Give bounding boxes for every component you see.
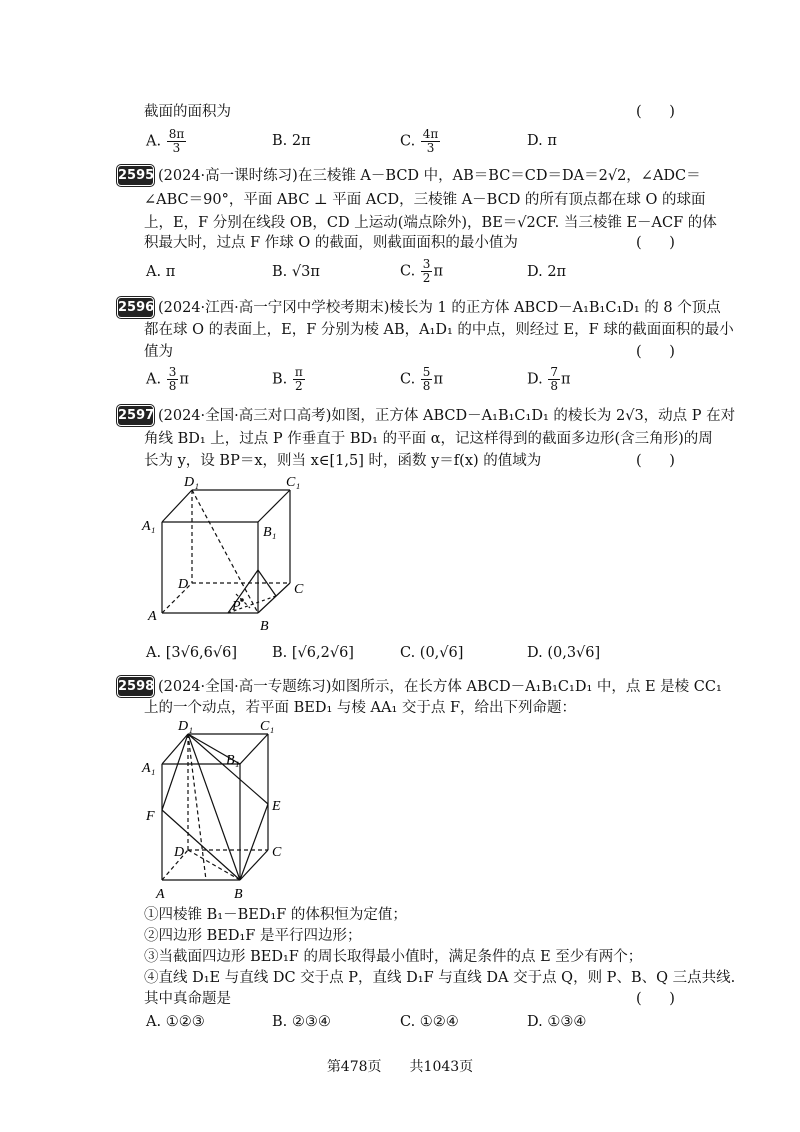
question-text-line: (2024·江西·高一宁冈中学校考期末)棱长为 1 的正方体 ABCD－A₁B₁C₁D₁ 的 8 个顶点 [158,300,721,316]
question-text-line: 值为 [144,344,173,360]
edge-a1d1 [162,490,192,522]
label-a1: A₁ [142,761,156,776]
option-d: D. 2π [527,264,567,280]
point-p [240,598,244,602]
page-footer: 第478页 共1043页 [326,1059,474,1075]
section-edge [258,570,276,596]
label-a1: A₁ [142,519,156,534]
answer-bracket: ( ) [636,104,675,120]
segment-eb [240,804,268,880]
question-text-line: 其中真命题是 [144,991,231,1007]
option-d: D. ①③④ [527,1014,587,1030]
label-d: D [178,577,189,592]
label-f: F [146,809,155,824]
question-number-badge: 2597 [118,408,155,423]
answer-bracket: ( ) [636,991,675,1007]
option-a: A. $\frac{3}{8}$ π [146,365,189,393]
question-text-line: 上的一个动点，若平面 BED₁ 与棱 AA₁ 交于点 F，给出下列命题： [144,700,577,716]
label-c1: C₁ [286,475,301,490]
label-d: D [174,845,185,860]
label-b: B [260,619,269,634]
label-a: A [148,609,157,624]
question-text-line: 积最大时，过点 F 作球 O 的截面，则截面面积的最小值为 [144,235,518,251]
question-text-line: 角线 BD₁ 上，过点 P 作垂直于 BD₁ 的平面 α，记这样得到的截面多边形(含三角形)的周 [144,431,713,447]
answer-bracket: ( ) [636,453,675,469]
proposition-2: ②四边形 BED₁F 是平行四边形； [144,928,362,944]
answer-bracket: ( ) [636,344,675,360]
proposition-4: ④直线 D₁E 与直线 DC 交于点 P，直线 D₁F 与直线 DA 交于点 Q，则 P、B、Q 三点共线. [144,970,736,986]
answer-bracket: ( ) [636,235,675,251]
option-c: C. $\frac{4\pi}{3}$ [400,127,439,155]
segment-db-hidden [188,850,240,880]
question-text-line: 截面的面积为 [144,104,231,120]
label-b1: B₁ [263,525,277,540]
option-a: A. [3√6,6√6] [146,645,238,661]
edge-bc [258,583,290,613]
question-text-line: (2024·全国·高三对口高考)如图，正方体 ABCD－A₁B₁C₁D₁ 的棱长为 2√3，动点 P 在对 [158,408,736,424]
label-c: C [272,845,282,860]
label-c: C [294,582,304,597]
option-c: C. $\frac{3}{2}$ π [400,257,443,285]
cube-figure-2597 [136,468,316,638]
question-text-line: (2024·全国·高一专题练习)如图所示，在长方体 ABCD－A₁B₁C₁D₁ 中，点 E 是棱 CC₁ [158,679,722,695]
option-a: A. $\frac{8\pi}{3}$ [146,127,185,155]
question-number-badge: 2596 [118,300,155,315]
option-b: B. √3π [272,264,320,280]
question-text-line: ∠ABC＝90°，平面 ABC ⊥ 平面 ACD，三棱锥 A－BCD 的所有顶点都在球 O 的球面 [144,192,706,208]
option-d: D. $\frac{7}{8}$ π [527,365,571,393]
label-e: E [272,799,281,814]
box-figure-2598 [136,712,306,902]
question-text-line: 都在球 O 的表面上，E，F 分别为棱 AB，A₁D₁ 的中点，则经过 E，F 球的截面面积的最小 [144,322,734,338]
option-d: D. (0,3√6] [527,645,601,661]
label-p: P [232,599,241,614]
edge-a1d1 [162,734,188,764]
segment-hidden [188,734,206,880]
proposition-1: ①四棱锥 B₁－BED₁F 的体积恒为定值； [144,907,407,923]
label-d1: D₁ [184,475,199,490]
question-number-badge: 2598 [118,679,155,694]
label-a: A [156,887,165,902]
edge-b1c1 [240,734,268,764]
label-c1: C₁ [260,719,275,734]
option-c: C. ①②④ [400,1014,459,1030]
option-b: B. ②③④ [272,1014,331,1030]
label-b1: B₁ [226,753,240,768]
question-number-badge: 2595 [118,168,155,183]
option-d: D. π [527,133,557,149]
question-text-line: 上，E，F 分别在线段 OB，CD 上运动(端点除外)，BE＝√2CF. 当三棱锥 E－ACF 的体 [144,215,717,231]
diagonal-bd1 [192,490,258,613]
question-text-line: (2024·高一课时练习)在三棱锥 A－BCD 中，AB＝BC＝CD＝DA＝2√2，∠ADC＝ [158,168,701,184]
edge-bc [240,850,268,880]
option-b: B. $\frac{\pi}{2}$ [272,365,303,393]
edge-b1c1 [258,490,290,522]
option-a: A. ①②③ [146,1014,205,1030]
option-c: C. (0,√6] [400,645,464,661]
label-b: B [234,887,243,902]
label-d1: D₁ [178,719,193,734]
option-c: C. $\frac{5}{8}$ π [400,365,443,393]
segment-d1f [162,734,188,810]
proposition-3: ③当截面四边形 BED₁F 的周长取得最小值时，满足条件的点 E 至少有两个； [144,949,643,965]
option-b: B. 2π [272,133,311,149]
option-a: A. π [146,264,176,280]
option-b: B. [√6,2√6] [272,645,354,661]
question-text-line: 长为 y，设 BP＝x，则当 x∈[1,5] 时，函数 y＝f(x) 的值域为 [144,453,542,469]
